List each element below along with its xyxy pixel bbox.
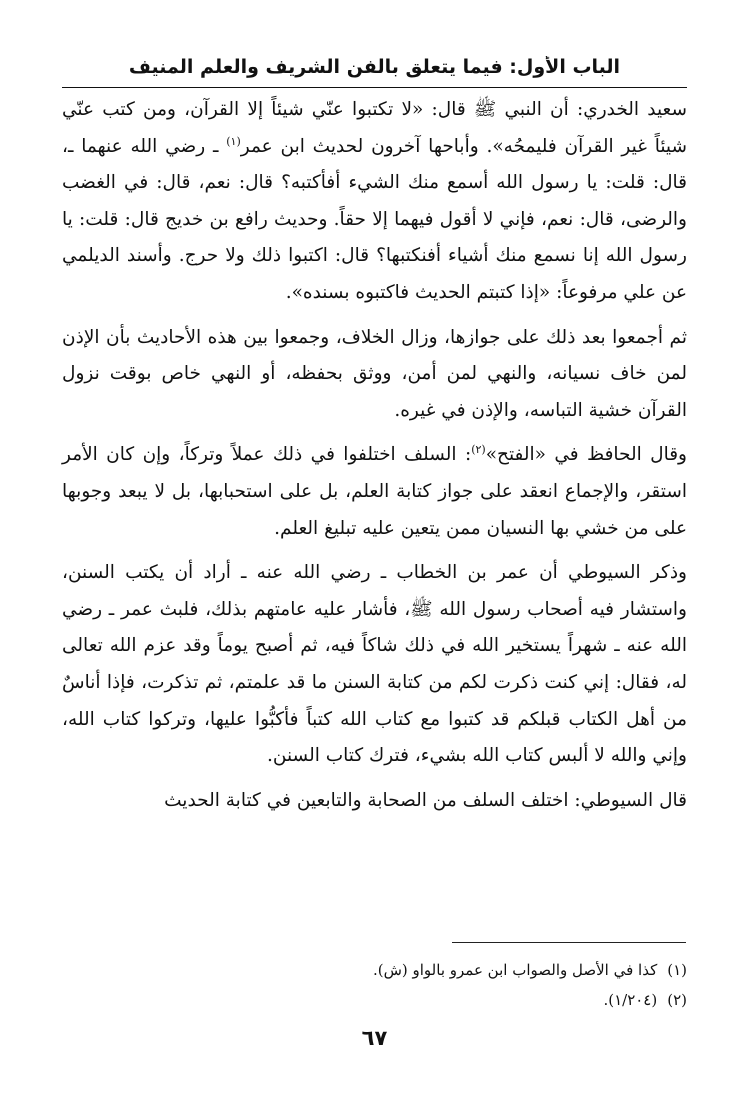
- body-text: [62, 92, 687, 819]
- paragraph-1-text-a: سعيد الخدري: أن النبي ﷺ قال: «لا تكتبوا عنّي شيئاً إلا القرآن، ومن كتب عنّي شيئاً غير القرآن فليمحُه». وأباحها آخرون لحديث ابن عمر: [62, 99, 688, 157]
- footnote-2-text: (١/٢٠٤).: [603, 991, 658, 1009]
- paragraph-3-text-a: وقال الحافظ في «الفتح»: [485, 444, 687, 466]
- footnote-ref-1[interactable]: (١): [226, 134, 241, 148]
- footnote-2: [62, 985, 687, 1015]
- paragraph-1-text-b: ـ رضي الله عنهما ـ، قال: قلت: يا رسول الله أسمع منك الشيء أفأكتبه؟ قال: نعم، قال: في الغضب والرضى، قال: نعم، فإني لا أقول فيهما إلا حقاً. وحديث رافع بن خديج قال: قلت: يا رسول الله إنا نسمع منك أشياء أفنكتبها؟ قال: اكتبوا ذلك ولا حرج. وأسند الديلمي عن علي مرفوعاً: «إذا كتبتم الحديث فاكتبوه بسنده».: [62, 135, 687, 303]
- paragraph-2: ثم أجمعوا بعد ذلك على جوازها، وزال الخلاف، وجمعوا بين هذه الأحاديث بأن الإذن لمن خاف نسيانه، والنهي لمن أمن، ووثق بحفظه، أو النهي خاص بوقت نزول القرآن خشية التباسه، والإذن في غيره.: [62, 326, 687, 421]
- paragraph-1: [62, 92, 687, 312]
- paragraph-4: وذكر السيوطي أن عمر بن الخطاب ـ رضي الله عنه ـ أراد أن يكتب السنن، واستشار فيه أصحاب رسول الله ﷺ، فأشار عليه عامتهم بذلك، فلبث عمر ـ رضي الله عنه ـ شهراً يستخير الله في ذلك شاكاً فيه، ثم أصبح يوماً وقد عزم الله تعالى له، فقال: إني كنت ذكرت لكم من كتابة السنن ما قد علمتم، ثم تذكرت، فإذا أناسٌ من أهل الكتاب قبلكم قد كتبوا مع كتاب الله كتباً فأكبُّوا عليها، وتركوا كتاب الله، وإني والله لا ألبس كتاب الله بشيء، فترك كتاب السنن.: [62, 562, 687, 767]
- running-head: الباب الأول: فيما يتعلق بالفن الشريف والعلم المنيف: [128, 56, 621, 78]
- paragraph-5: قال السيوطي: اختلف السلف من الصحابة والتابعين في كتابة الحديث: [164, 789, 687, 811]
- footnote-1-text: كذا في الأصل والصواب ابن عمرو بالواو (ش).: [372, 961, 658, 979]
- footnote-1-number: (١): [667, 961, 687, 979]
- paragraph-3-text-b: : السلف اختلفوا في ذلك عملاً وتركاً، وإن كان الأمر استقر، والإجماع انعقد على جواز كتابة العلم، بل على استحبابها، بل لا يبعد وجوبها على من خشي بها النسيان ممن يتعين عليه تبليغ العلم.: [62, 444, 687, 539]
- footnote-2-number: (٢): [667, 991, 687, 1009]
- page-number: ٦٧: [361, 1026, 388, 1050]
- footnotes: [62, 955, 687, 1015]
- footnote-1: [62, 955, 687, 985]
- footnote-rule: [452, 942, 686, 943]
- footnote-ref-2[interactable]: (٢): [471, 443, 486, 457]
- paragraph-3: [62, 437, 687, 547]
- header-rule: [62, 87, 687, 88]
